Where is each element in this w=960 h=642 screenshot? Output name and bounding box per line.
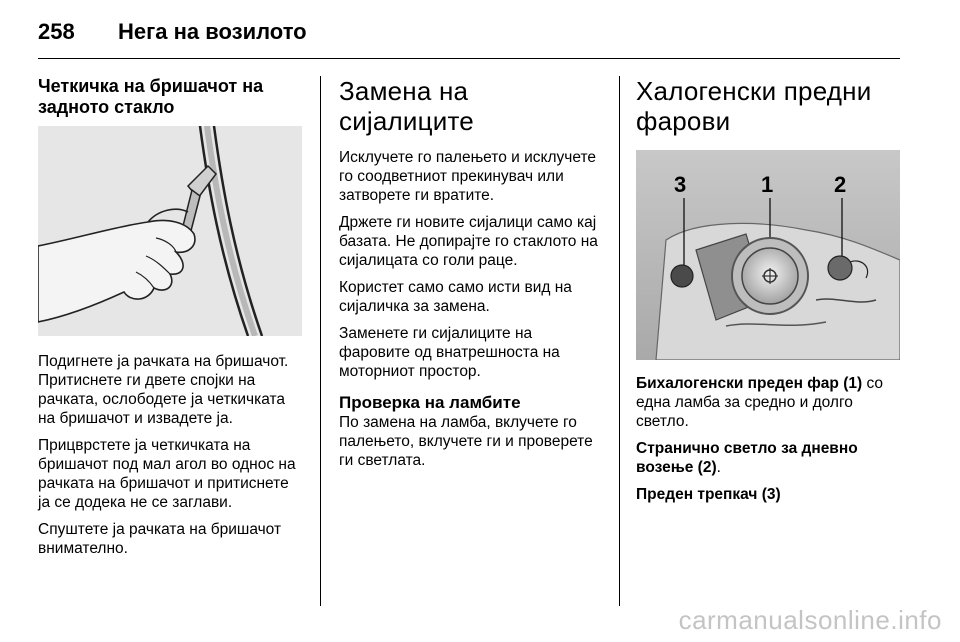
paragraph-2: Прицврстете ја четкичката на бришачот под мал агол во однос на рачката на бришачот и притиснете ја се додека не се заглави.	[38, 437, 296, 511]
callout-2: 2	[834, 172, 847, 197]
column-halogen-headlights	[636, 76, 900, 512]
callout-3: 3	[674, 172, 687, 197]
wiper-blade-illustration	[38, 126, 302, 336]
header-rule	[38, 58, 900, 59]
callout-1: 1	[761, 172, 774, 197]
subheading-lamp-check: Проверка на ламбите	[339, 393, 521, 412]
column-divider-left	[320, 76, 321, 606]
figure-wiper-blade	[38, 126, 302, 336]
figure-headlight	[636, 150, 900, 360]
paragraph-1: Исклучете го палењето и исклучете го соодветниот прекинувач или затворете ги вратите.	[339, 149, 596, 204]
section-heading-bulb-replacement: Замена на сијалиците	[339, 76, 474, 136]
column-bulb-replacement	[339, 76, 607, 478]
paragraph-3: Користет само само исти вид на сијаличка за замена.	[339, 279, 572, 315]
page-header	[38, 14, 307, 50]
page-title: Нега на возилото	[118, 19, 307, 44]
section-heading-halogen-headlights: Халогенски предни фарови	[636, 76, 872, 136]
paragraph-2: Држете ги новите сијалици само кај базата. Не допирајте го стаклото на сијалицата со голи раце.	[339, 214, 598, 269]
paragraph-1: Подигнете ја рачката на бришачот. Притиснете ги двете спојки на рачката, ослободете ја четкичката на бришачот и извадете ја.	[38, 353, 289, 427]
paragraph-4: Заменете ги сијалиците на фаровите од внатрешноста на моторниот простор.	[339, 325, 560, 380]
column-wiper-blade	[38, 76, 302, 566]
page-number: 258	[38, 19, 75, 44]
watermark: carmanualsonline.info	[678, 605, 942, 635]
paragraph-3: Спуштете ја рачката на бришачот внимателно.	[38, 521, 282, 557]
item-bihalogen-headlight: Бихалогенски преден фар (1) со една ламба за средно и долго светло.	[636, 375, 884, 430]
item-daytime-running-light: Странично светло за дневно возење (2).	[636, 440, 858, 476]
paragraph-lamp-check: По замена на ламба, вклучете го палењето, вклучете ги и проверете ги светлата.	[339, 414, 593, 469]
column-divider-right	[619, 76, 620, 606]
item-front-turn-signal: Преден трепкач (3)	[636, 486, 781, 503]
section-heading-wiper-blade: Четкичка на бришачот на задното стакло	[38, 76, 264, 117]
